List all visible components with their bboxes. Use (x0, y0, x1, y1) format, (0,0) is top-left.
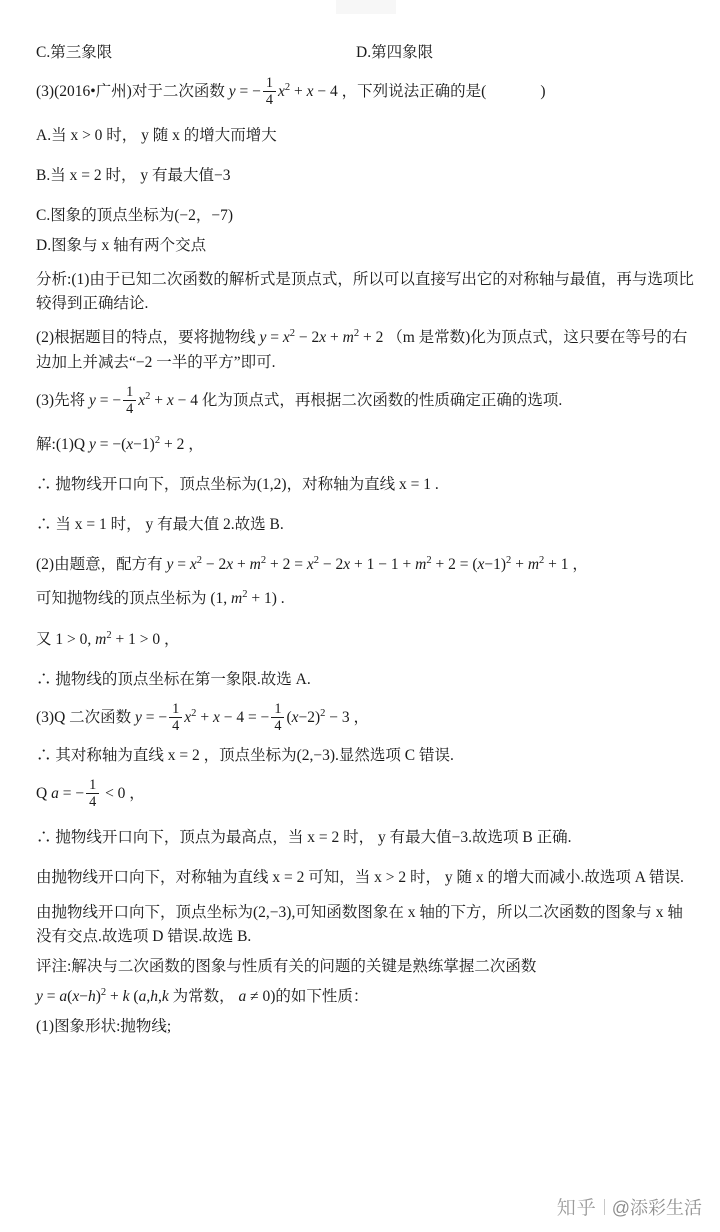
solution-text-8a: (3)Q 二次函数 (36, 708, 132, 726)
option-c: C.图象的顶点坐标为(−2，−7) (36, 207, 234, 225)
analysis-paragraph-2: (2)根据题目的特点，要将抛物线 $y = x^2 - 2x + m^2 + 2$ （m 是常数)化为顶点式，这只要在等号的右边加上并减去“−2 一半的平方”即可. (36, 328, 688, 371)
solution-line-11: ∴ 抛物线开口向下，顶点为最高点，当 x = 2 时， y 有最大值−3.故选项 B 正确. (36, 829, 572, 847)
choices-row (36, 40, 698, 62)
option-a: A.当 x > 0 时， y 随 x 的增大而增大 (36, 127, 277, 145)
brand-name: @添彩生活 (611, 1197, 702, 1218)
comment-label: 评注: (36, 957, 72, 975)
solution-line-8: (3)Q 二次函数 y = − $\frac{1}{4}$ $x^2 + x - 4$ = − $\frac{1}{4}$ $(x-2)^2 - 3$ ， (36, 700, 370, 734)
top-watermark-strip (336, 0, 396, 14)
solution-line-7: ∴ 抛物线的顶点坐标在第一象限.故选 A. (36, 670, 311, 688)
question-stem: (3)(2016•广州)对于二次函数 y = − $\frac{1}{4}$ $x^2 + x - 4$ ，下列说法正确的是( ) (36, 75, 546, 108)
question-close-paren: ) (540, 83, 546, 101)
solution-label: 解: (36, 436, 56, 454)
fraction-one-quarter-4: $\frac{1}{4}$ (271, 702, 284, 734)
zhihu-logo: 知乎 (556, 1198, 597, 1219)
solution-text-4a: (2)由题意，配方有 (36, 556, 163, 574)
comment-text-b: 的如下性质： (275, 987, 369, 1005)
solution-line-13: 由抛物线开口向下，顶点坐标为(2,−3),可知函数图象在 x 轴的下方，所以二次函数的图象与 x 轴没有交点.故选项 D 错误.故选 B. (36, 903, 683, 945)
fraction-one-quarter-3: $\frac{1}{4}$ (169, 702, 182, 734)
choice-option-c: C.第三象限 (36, 44, 113, 61)
option-d: D.图象与 x 轴有两个交点 (36, 237, 207, 255)
analysis-text-3a: (3)先将 (36, 391, 86, 409)
question-source: (2016•广州) (54, 83, 132, 101)
choice-option-d: D.第四象限 (356, 44, 434, 61)
question-text-before: 对于二次函数 (131, 83, 225, 101)
analysis-text-2a: (2)根据题目的特点，要将抛物线 (36, 329, 256, 347)
analysis-text-3b: 化为顶点式，再根据二次函数的性质确定正确的选项. (201, 391, 563, 409)
fraction-one-quarter-5: $\frac{1}{4}$ (86, 778, 99, 810)
solution-line-6: 又 1 > 0, $m^2 + 1 > 0$ ， (36, 629, 180, 648)
fraction-one-quarter: $\frac{1}{4}$ (263, 76, 276, 108)
comment-item-1: (1)图象形状:抛物线; (36, 1017, 172, 1035)
divider (604, 1199, 605, 1215)
analysis-paragraph-3: (3)先将 y = − $\frac{1}{4}$ $x^2 + x - 4$ 化为顶点式，再根据二次函数的性质确定正确的选项. (36, 383, 563, 417)
analysis-paragraph-1 (36, 268, 698, 316)
comment-paragraph (36, 955, 698, 979)
comment-text-a: 解决与二次函数的图象与性质有关的问题的关键是熟练掌握二次函数 (71, 957, 537, 975)
solution-line-4: (2)由题意，配方有 $y = x^2 - 2x + m^2 + 2 = x^2 - 2x + 1 - 1 + m^2 + 2 = (x-1)^2 + m^2 + 1$ ， (36, 555, 588, 574)
fraction-one-quarter-2: $\frac{1}{4}$ (123, 385, 136, 417)
solution-line-2: ∴ 抛物线开口向下，顶点坐标为(1,2)，对称轴为直线 x = 1 . (36, 476, 439, 494)
option-b: B.当 x = 2 时， y 有最大值−3 (36, 167, 231, 185)
analysis-text-2b: （m 是常数)化为顶点式，这只要在等号的右边加上并减去“−2 一半的平方”即可. (36, 329, 688, 371)
solution-line-9: ∴ 其对称轴为直线 x = 2 ，顶点坐标为(2,−3).显然选项 C 错误. (36, 747, 454, 765)
comment-formula-line: $y = a(x-h)^2 + k$ (a,h,k 为常数， a ≠ 0)的如下性质： (36, 986, 369, 1005)
solution-line-1: 解:(1)Q $y = -(x-1)^2 + 2$ ， (36, 435, 204, 454)
question-formula: y (228, 83, 236, 101)
analysis-text-1: (1)由于已知二次函数的解析式是顶点式，所以可以直接写出它的对称轴与最值，再与选项比较得到正确结论. (36, 271, 694, 313)
analysis-label: 分析: (36, 271, 72, 289)
question-number: (3) (36, 83, 55, 101)
question-text-after: ，下列说法正确的是( (341, 83, 487, 101)
solution-line-10: Q a = − $\frac{1}{4}$ < 0 ， (36, 777, 145, 811)
footer-watermark (557, 1193, 702, 1220)
solution-line-12: 由抛物线开口向下，对称轴为直线 x = 2 可知，当 x > 2 时， y 随 x 的增大而减小.故选项 A 错误. (36, 869, 684, 887)
solution-line-3: ∴ 当 x = 1 时， y 有最大值 2.故选 B. (36, 516, 284, 534)
solution-line-5: 可知抛物线的顶点坐标为 (1, $m^2 + 1$) . (36, 589, 285, 608)
